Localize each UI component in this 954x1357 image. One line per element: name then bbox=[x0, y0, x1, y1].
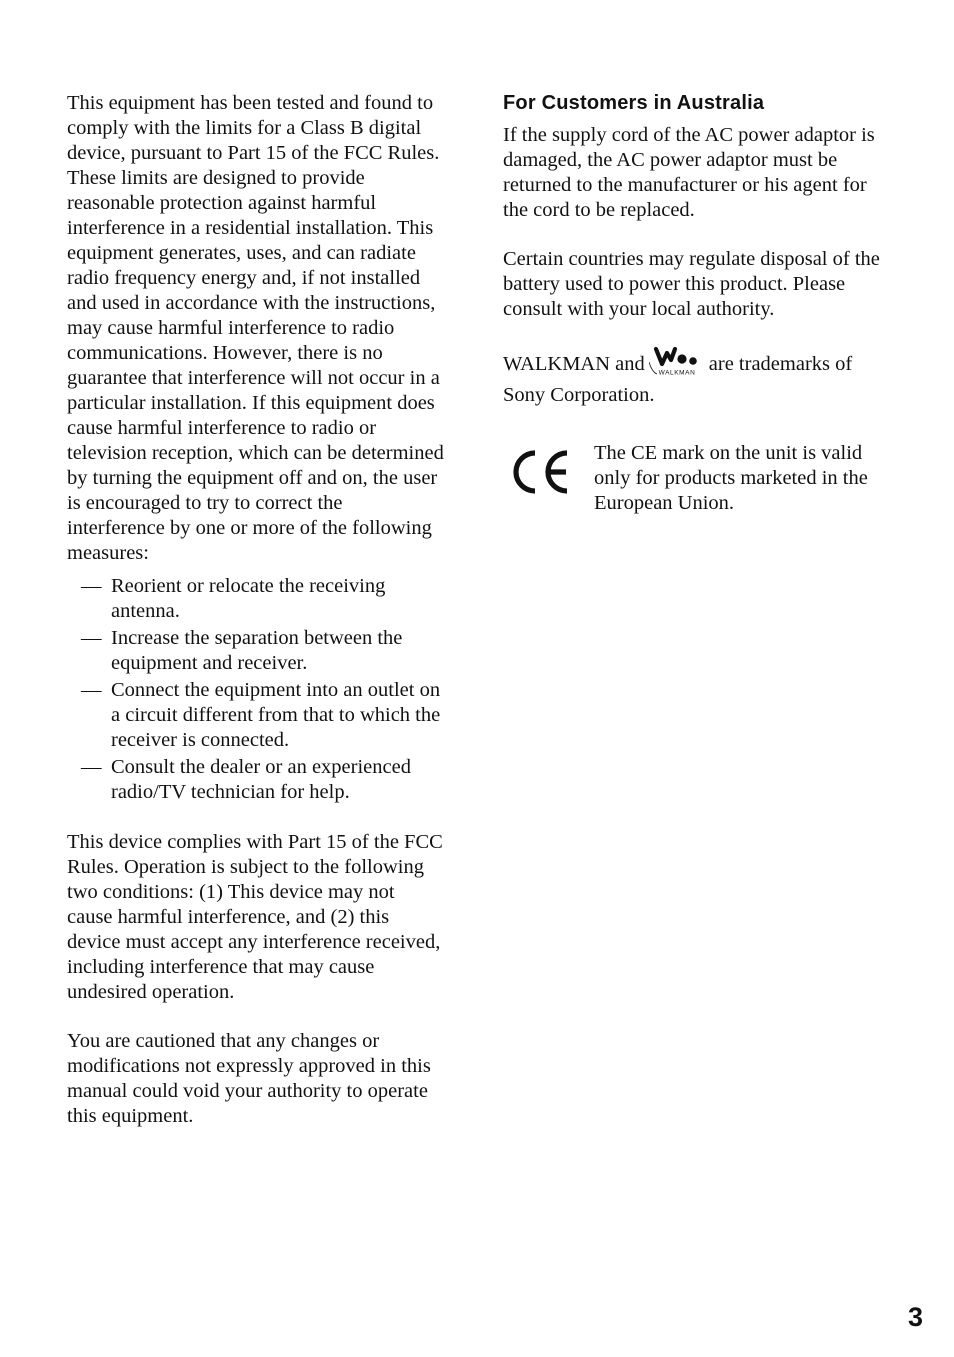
battery-disposal-paragraph: Certain countries may regulate disposal of the battery used to power this product. Please consult with your local authority. bbox=[503, 248, 880, 320]
part15-compliance-paragraph: This device complies with Part 15 of the FCC Rules. Operation is subject to the following two conditions: (1) This device may not cause harmful interference, and (2) this device must accept any interference received, including interference that may cause undesired operation. bbox=[67, 831, 443, 1003]
supply-cord-paragraph: If the supply cord of the AC power adaptor is damaged, the AC power adaptor must be returned to the manufacturer or his agent for the cord to be replaced. bbox=[503, 124, 875, 221]
trademark-text-after: are trademarks of Sony Corporation. bbox=[503, 353, 853, 406]
list-item bbox=[67, 678, 445, 753]
fcc-class-b-paragraph: This equipment has been tested and found to comply with the limits for a Class B digital device, pursuant to Part 15 of the FCC Rules. These limits are designed to provide reasonable protection against harmful interference in a residential installation. This equipment generates, uses, and can radiate radio frequency energy and, if not installed and used in accordance with the instructions, may cause harmful interference to radio communications. However, there is no guarantee that interference will not occur in a particular installation. If this equipment does cause harmful interference to radio or television reception, which can be determined by turning the equipment off and on, the user is encouraged to try to correct the interference by one or more of the following measures: bbox=[67, 92, 444, 564]
list-item-text: Connect the equipment into an outlet on a circuit different from that to which the receiver is connected. bbox=[111, 679, 441, 751]
list-item bbox=[67, 574, 445, 624]
list-dash: — bbox=[81, 679, 102, 701]
walkman-logo-wordmark: WALKMAN bbox=[658, 369, 696, 376]
trademark-text-before: WALKMAN and bbox=[503, 353, 645, 375]
ce-mark-paragraph: The CE mark on the unit is valid only for products marketed in the European Union. bbox=[594, 442, 868, 514]
list-item-text: Reorient or relocate the receiving antenna. bbox=[111, 575, 386, 622]
walkman-logo-icon bbox=[649, 346, 705, 383]
right-column bbox=[503, 91, 883, 541]
list-item bbox=[67, 755, 445, 805]
trademark-paragraph bbox=[503, 346, 883, 408]
ce-notice bbox=[503, 441, 883, 541]
ce-mark-icon bbox=[509, 449, 571, 500]
left-column bbox=[67, 91, 445, 1129]
page-number: 3 bbox=[907, 1302, 923, 1332]
australia-heading: For Customers in Australia bbox=[503, 92, 765, 114]
list-dash: — bbox=[81, 756, 102, 778]
list-dash: — bbox=[81, 575, 102, 597]
list-item-text: Increase the separation between the equipment and receiver. bbox=[111, 627, 403, 674]
list-dash: — bbox=[81, 627, 102, 649]
interference-measures-list bbox=[67, 574, 445, 805]
caution-paragraph: You are cautioned that any changes or modifications not expressly approved in this manual could void your authority to operate this equipment. bbox=[67, 1030, 431, 1127]
list-item bbox=[67, 626, 445, 676]
list-item-text: Consult the dealer or an experienced radio/TV technician for help. bbox=[111, 756, 411, 803]
